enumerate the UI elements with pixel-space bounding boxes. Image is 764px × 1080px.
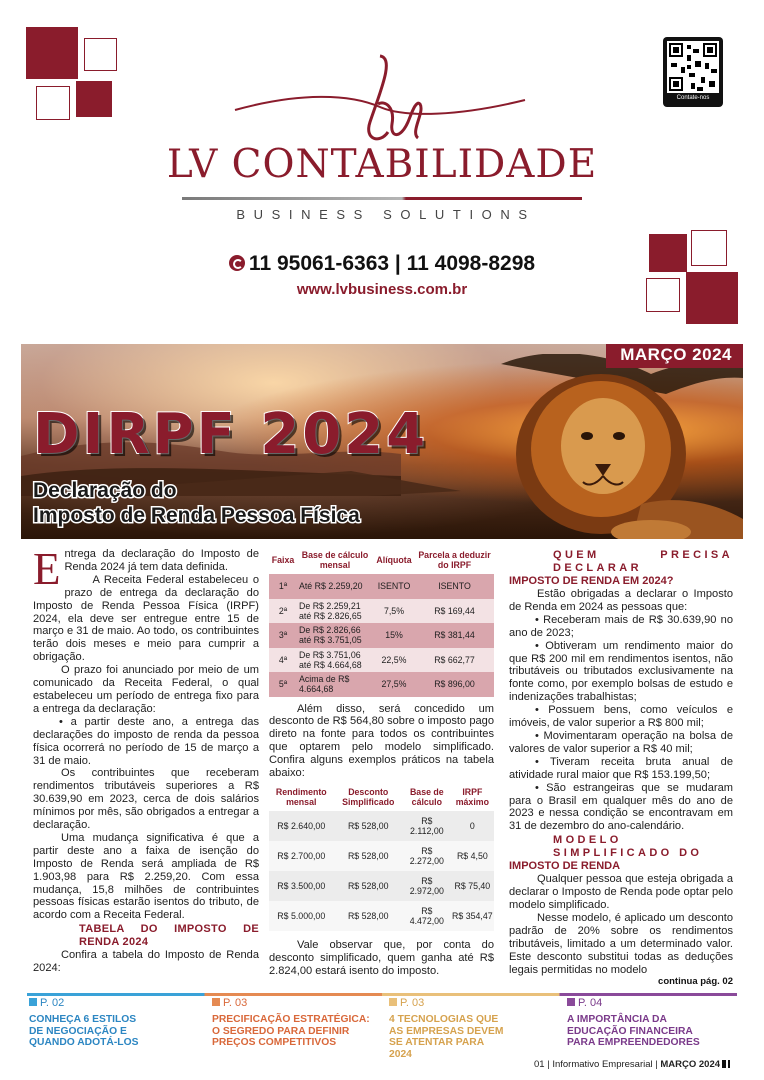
table-cell: 4ª bbox=[269, 648, 297, 673]
table-cell: R$ 528,00 bbox=[334, 841, 403, 871]
logo-monogram bbox=[230, 52, 530, 152]
teaser-title: CONHEÇA 6 ESTILOS DE NEGOCIAÇÃO E QUANDO ADOTÁ-LOS bbox=[29, 1014, 139, 1049]
drop-cap: E bbox=[33, 544, 61, 594]
issue-month: MARÇO 2024 bbox=[606, 344, 743, 368]
footer-mark bbox=[728, 1060, 730, 1068]
paragraph: Confira a tabela do Imposto de Renda 2024: bbox=[33, 949, 259, 975]
paragraph: Nesse modelo, é aplicado um desconto padrão de 20% sobre os rendimentos tributáveis, limitado a um determinado valor. Este desconto substitui todas as deduções legais permitidas no modelo continua pág. 02 bbox=[509, 911, 733, 988]
teaser-title: PRECIFICAÇÃO ESTRATÉGICA: O SEGREDO PARA DEFINIR PREÇOS COMPETITIVOS bbox=[212, 1014, 370, 1049]
table-cell: ISENTO bbox=[373, 574, 415, 599]
deco-square bbox=[76, 81, 112, 117]
table-row bbox=[269, 841, 494, 871]
table-cell: R$ 4.472,00 bbox=[403, 901, 451, 931]
table-cell: 0 bbox=[451, 811, 494, 841]
teaser-item[interactable] bbox=[212, 997, 387, 1049]
teaser-title: 4 TECNOLOGIAS QUE AS EMPRESAS DEVEM SE ATENTAR PARA 2024 bbox=[389, 1014, 504, 1060]
paragraph: Além disso, será concedido um desconto de R$ 564,80 sobre o imposto pago direto na fonte para todos os contribuintes que optarem pelo modelo simplificado. Confira alguns exemplos práticos na tabela abaixo: bbox=[269, 702, 494, 780]
table-row bbox=[269, 599, 494, 624]
bullet-item: • São estrangeiras que se mudaram para o Brasil em qualquer mês do ano de 2023 e nessa condição se encontravam em 31 de dezembro do ano-calendário. bbox=[509, 781, 733, 833]
footer-mark bbox=[722, 1060, 726, 1068]
lion-illustration bbox=[491, 354, 743, 539]
table-header: Alíquota bbox=[373, 548, 415, 574]
table-cell: R$ 2.272,00 bbox=[403, 841, 451, 871]
table-cell: R$ 2.972,00 bbox=[403, 871, 451, 901]
paragraph: Uma mudança significativa é que a partir deste ano a faixa de isenção do Imposto de Renda será ampliada de R$ 1.903,98 para R$ 2.259,20. Com essa mudança, 15,8 milhões de contribuintes pessoas físicas estarão isentos do tributo, de acordo com a Receita Federal. bbox=[33, 831, 259, 922]
page-marker-icon bbox=[29, 998, 37, 1006]
brand-divider bbox=[182, 197, 582, 200]
section-heading: MODELO SIMPLIFICADO DO IMPOSTO DE RENDA bbox=[509, 834, 703, 873]
qr-code[interactable] bbox=[663, 37, 723, 107]
bullet-item: • Tiveram receita bruta anual de atividade rural maior que R$ 153.199,50; bbox=[509, 755, 733, 781]
teaser-title: A IMPORTÂNCIA DA EDUCAÇÃO FINANCEIRA PARA EMPREENDEDORES bbox=[567, 1014, 700, 1049]
intro-paragraph: Entrega da declaração do Imposto de Renda 2024 já tem data definida. bbox=[33, 544, 259, 594]
table-cell: R$ 528,00 bbox=[334, 901, 403, 931]
table-header: Parcela a deduzir do IRPF bbox=[415, 548, 494, 574]
teaser-item[interactable] bbox=[567, 997, 742, 1049]
table-cell: R$ 2.700,00 bbox=[269, 841, 334, 871]
article-column-2 bbox=[269, 548, 494, 978]
page-marker-icon bbox=[389, 998, 397, 1006]
table-row bbox=[269, 648, 494, 673]
teaser-item[interactable] bbox=[29, 997, 204, 1049]
tax-table bbox=[269, 548, 494, 697]
table-cell: R$ 3.500,00 bbox=[269, 871, 334, 901]
deco-square-outline bbox=[36, 86, 70, 120]
table-cell: R$ 5.000,00 bbox=[269, 901, 334, 931]
table-row bbox=[269, 623, 494, 648]
table-cell: R$ 2.112,00 bbox=[403, 811, 451, 841]
table-row bbox=[269, 811, 494, 841]
teaser-page: P. 03 bbox=[212, 997, 387, 1009]
table-cell: 15% bbox=[373, 623, 415, 648]
table-cell: R$ 528,00 bbox=[334, 811, 403, 841]
table-cell: 3ª bbox=[269, 623, 297, 648]
bullet-item: • Receberam mais de R$ 30.639,90 no ano de 2023; bbox=[509, 613, 733, 639]
hero-banner bbox=[21, 344, 743, 539]
hero-subtitle-line1: Declaração do bbox=[33, 479, 177, 502]
continue-link[interactable]: continua pág. 02 bbox=[658, 976, 733, 988]
table-row bbox=[269, 574, 494, 599]
table-header-row bbox=[269, 548, 494, 574]
table-header: Faixa bbox=[269, 548, 297, 574]
table-cell: R$ 354,47 bbox=[451, 901, 494, 931]
table-header: Desconto Simplificado bbox=[342, 786, 395, 807]
phone-numbers[interactable] bbox=[0, 252, 764, 276]
table-header: Rendimento mensal bbox=[275, 786, 327, 807]
table-cell: De R$ 2.259,21 até R$ 2.826,65 bbox=[297, 599, 373, 624]
paragraph: A Receita Federal estabeleceu o prazo de entrega da declaração do Imposto de Renda Pessoa Física (IRPF) 2024, ela deve ser entregue entre 15 de março e 31 de maio. Ao todo, os contribuintes terão dois meses e meio para cumprir a obrigação. bbox=[33, 573, 259, 664]
brand-name: LV CONTABILIDADE bbox=[166, 142, 598, 187]
paragraph: Qualquer pessoa que esteja obrigada a declarar o Imposto de Renda pode optar pelo modelo simplificado. bbox=[509, 873, 733, 912]
website-link[interactable]: www.lvbusiness.com.br bbox=[296, 281, 468, 298]
hero-subtitle-line2: Imposto de Renda Pessoa Física bbox=[33, 504, 360, 527]
table-cell: 1ª bbox=[269, 574, 297, 599]
table-cell: R$ 169,44 bbox=[415, 599, 494, 624]
table-header: Base de cálculo mensal bbox=[297, 548, 373, 574]
table-header: Base de cálculo bbox=[409, 786, 444, 807]
table-cell: 2ª bbox=[269, 599, 297, 624]
paragraph: Vale observar que, por conta do desconto simplificado, quem ganha até R$ 2.824,00 estará isento do imposto. bbox=[269, 938, 494, 977]
phone-text: 11 95061-6363 | 11 4098-8298 bbox=[248, 252, 536, 275]
paragraph: O prazo foi anunciado por meio de um comunicado da Receita Federal, o qual estabeleceu um período de entrega fixo para a entrega da declaração: bbox=[33, 664, 259, 715]
table-cell: 22,5% bbox=[373, 648, 415, 673]
bullet-item: • Movimentaram operação na bolsa de valores de valor superior a R$ 40 mil; bbox=[509, 729, 733, 755]
qr-icon bbox=[667, 41, 719, 93]
table-cell: R$ 2.640,00 bbox=[269, 811, 334, 841]
table-row bbox=[269, 871, 494, 901]
table-cell: R$ 4,50 bbox=[451, 841, 494, 871]
page-marker-icon bbox=[567, 998, 575, 1006]
bullet-item: • a partir deste ano, a entrega das declarações do imposto de renda da pessoa física ocorrerá no período de 15 de março a 31 de maio. bbox=[33, 715, 259, 767]
teaser-page: P. 02 bbox=[29, 997, 204, 1009]
hero-title: DIRPF 2024 bbox=[33, 402, 429, 467]
bullet-item: • Possuem bens, como veículos e imóveis, de valor superior a R$ 800 mil; bbox=[509, 704, 733, 730]
footer-month: MARÇO 2024 bbox=[660, 1059, 721, 1070]
qr-pattern bbox=[667, 41, 719, 93]
deco-square bbox=[26, 27, 78, 79]
table-cell: Até R$ 2.259,20 bbox=[297, 574, 373, 599]
article-column-1 bbox=[33, 544, 259, 975]
table-cell: R$ 381,44 bbox=[415, 623, 494, 648]
table-cell: ISENTO bbox=[415, 574, 494, 599]
section-heading: TABELA DO IMPOSTO DE RENDA 2024 bbox=[79, 923, 259, 949]
tagline: BUSINESS SOLUTIONS bbox=[236, 207, 536, 222]
deco-square-outline bbox=[84, 38, 117, 71]
table-cell: 5ª bbox=[269, 672, 297, 697]
article-column-3 bbox=[509, 548, 733, 989]
table-cell: Acima de R$ 4.664,68 bbox=[297, 672, 373, 697]
teaser-page: P. 03 bbox=[389, 997, 564, 1009]
table-cell: De R$ 3.751,06 até R$ 4.664,68 bbox=[297, 648, 373, 673]
table-cell: 7,5% bbox=[373, 599, 415, 624]
bullet-item: • Obtiveram um rendimento maior do que R$ 200 mil em rendimentos isentos, não tributáveis ou tributados exclusivamente na fonte como, por exemplo bolsas de estudo e indenizações trabalhistas; bbox=[509, 639, 733, 704]
section-heading: QUEM PRECISA DECLARAR IMPOSTO DE RENDA EM 2024? bbox=[509, 549, 733, 587]
deco-square bbox=[686, 272, 738, 324]
table-cell: De R$ 2.826,66 até R$ 3.751,05 bbox=[297, 623, 373, 648]
table-cell: R$ 528,00 bbox=[334, 871, 403, 901]
table-cell: 27,5% bbox=[373, 672, 415, 697]
page-marker-icon bbox=[212, 998, 220, 1006]
table-row bbox=[269, 672, 494, 697]
table-cell: R$ 896,00 bbox=[415, 672, 494, 697]
table-cell: R$ 75,40 bbox=[451, 871, 494, 901]
table-row bbox=[269, 901, 494, 931]
table-cell: R$ 662,77 bbox=[415, 648, 494, 673]
paragraph: Os contribuintes que receberam rendimentos tributáveis superiores a R$ 30.639,90 em 2023, cerca de dois salários mínimos por mês, são obrigados a entregar a declaração. bbox=[33, 767, 259, 832]
table-header-row bbox=[269, 784, 494, 811]
teaser-bar bbox=[27, 993, 737, 1060]
teaser-item[interactable] bbox=[389, 997, 564, 1060]
hero-subtitle bbox=[33, 478, 360, 528]
teaser-page: P. 04 bbox=[567, 997, 742, 1009]
whatsapp-icon bbox=[229, 255, 245, 271]
example-table bbox=[269, 784, 494, 931]
paragraph: Estão obrigadas a declarar o Imposto de Renda em 2024 as pessoas que: bbox=[509, 588, 733, 613]
table-header: IRPF máximo bbox=[455, 786, 489, 807]
qr-label: Contate-nos bbox=[676, 95, 710, 101]
page-footer: 01 | Informativo Empresarial | MARÇO 2024 bbox=[534, 1059, 730, 1070]
